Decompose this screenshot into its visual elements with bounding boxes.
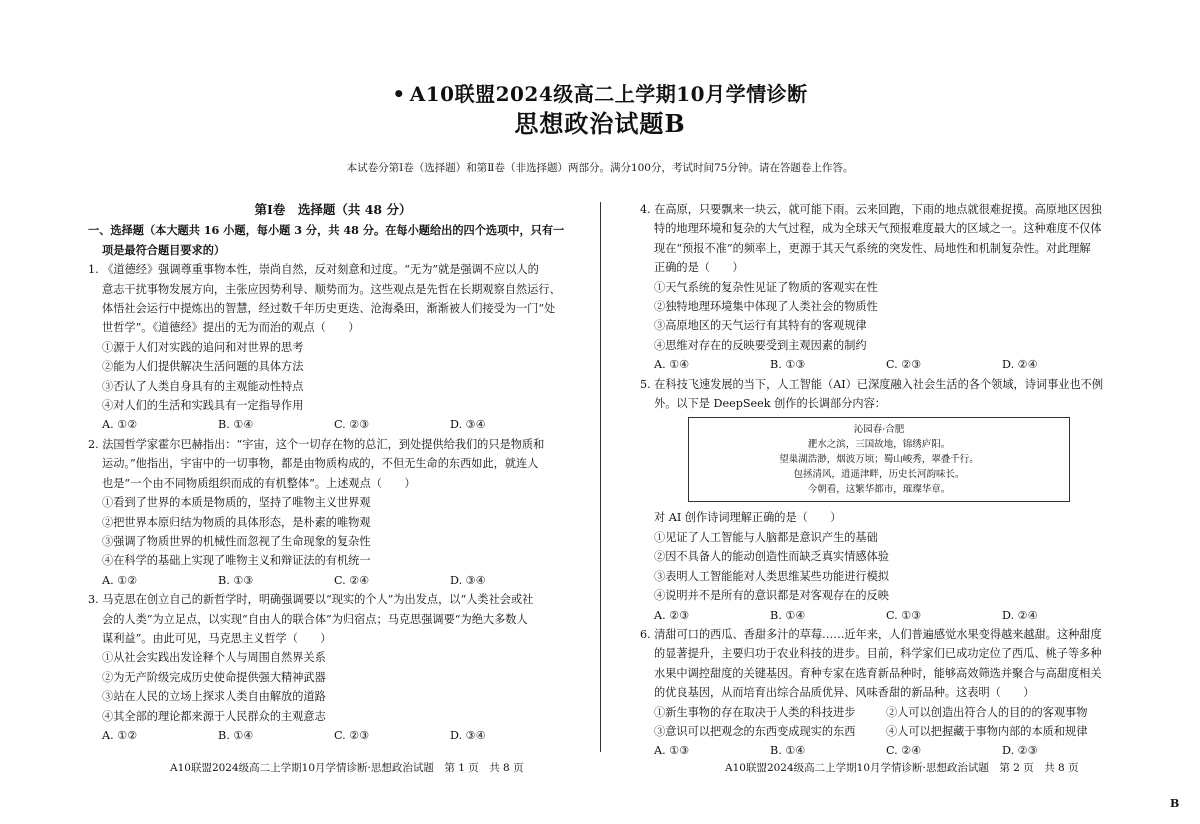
question-stem-line: 6. 清甜可口的西瓜、香甜多汁的草莓……近年来，人们普遍感觉水果变得越来越甜。这种甜度 — [640, 627, 1102, 641]
poem-line: 今朝看，这繁华都市，璀璨华章。 — [807, 484, 951, 496]
question-stem-line: 也是“一个由不同物质组织而成的有机整体”。上述观点（ ） — [102, 476, 416, 490]
page-footer-right: A10联盟2024级高二上学期10月学情诊断·思想政治试题 第 2 页 共 8 页 — [725, 762, 1079, 774]
statement-option: ①新生事物的存在取决于人类的科技进步 — [654, 705, 856, 719]
question-1 — [88, 260, 578, 435]
title-bullet: • — [392, 82, 406, 106]
answer-choices — [88, 415, 578, 434]
question-stem-line: 谋利益”。由此可见，马克思主义哲学（ ） — [102, 631, 332, 645]
statement-option: ③高原地区的天气运行有其特有的客观规律 — [654, 319, 867, 333]
question-5 — [640, 375, 1130, 625]
choice-b: B. ①③ — [218, 573, 254, 587]
choice-b: B. ①④ — [218, 418, 254, 432]
question-2 — [88, 435, 578, 590]
choice-a: A. ①② — [102, 573, 138, 587]
question-stem-line: 水果中调控甜度的关键基因。育种专家在选育新品种时，能够高效筛选并聚合与高甜度相关 — [654, 666, 1102, 680]
statement-option-row — [640, 703, 1130, 722]
statement-option: ④人可以把握藏于事物内部的本质和规律 — [886, 724, 1088, 738]
choice-d: D. ③④ — [450, 418, 486, 432]
answer-choices — [640, 355, 1130, 374]
question-stem-line: 外。以下是 DeepSeek 创作的长调部分内容： — [654, 397, 886, 411]
question-stem-line: 1. 《道德经》强调尊重事物本性，崇尚自然，反对刻意和过度。“无为”就是强调不应以人的 — [88, 263, 539, 277]
left-column — [88, 200, 578, 745]
question-stem-line: 会的人类”为立足点，以实现“自由人的联合体”为归宿点；马克思强调要“为绝大多数人 — [102, 612, 528, 626]
statement-option: ②因不具备人的能动创造性而缺乏真实情感体验 — [654, 550, 889, 564]
choice-d: D. ②④ — [1002, 608, 1038, 622]
choice-c: C. ②③ — [886, 358, 922, 372]
statement-option: ①源于人们对实践的追问和对世界的思考 — [102, 340, 304, 354]
question-stem-line: 的显著提升，主要归功于农业科技的进步。目前，科学家们已成功定位了西瓜、桃子等多种 — [654, 647, 1102, 661]
statement-option-row — [640, 722, 1130, 741]
choice-d: D. ③④ — [450, 573, 486, 587]
statement-option: ②为无产阶级完成历史使命提供强大精神武器 — [102, 670, 326, 684]
statement-option: ④在科学的基础上实现了唯物主义和辩证法的有机统一 — [102, 554, 371, 568]
question-stem-line: 意志干扰事物发展方向，主张应因势利导、顺势而为。这些观点是先哲在长期观察自然运行、 — [102, 282, 561, 296]
statement-option: ②能为人们提供解决生活问题的具体方法 — [102, 360, 304, 374]
statement-option: ②人可以创造出符合人的目的的客观事物 — [886, 705, 1088, 719]
question-stem-line: 世哲学”。《道德经》提出的无为而治的观点（ ） — [102, 321, 360, 335]
question-stem-line: 5. 在科技飞速发展的当下，人工智能（AI）已深度融入社会生活的各个领域，诗词事业也不例 — [640, 377, 1104, 391]
statement-option: ①天气系统的复杂性见证了物质的客观实在性 — [654, 280, 878, 294]
poem-box — [688, 417, 1070, 502]
section-title: 第Ⅰ卷 选择题（共 48 分） — [254, 202, 412, 217]
version-mark: B — [1170, 797, 1180, 810]
choice-c: C. ②③ — [334, 728, 370, 742]
statement-option: ①看到了世界的本质是物质的，坚持了唯物主义世界观 — [102, 496, 371, 510]
question-stem-line: 现在“预报不准”的频率上，更源于其天气系统的突发性、局地性和机制复杂性。对此理解 — [654, 241, 1091, 255]
choice-c: C. ②③ — [334, 418, 370, 432]
choice-b: B. ①④ — [770, 608, 806, 622]
section-heading-line1: 一、选择题（本大题共 16 小题，每小题 3 分，共 48 分。在每小题给出的四个选项中，只有一 — [88, 223, 565, 238]
statement-option: ③强调了物质世界的机械性而忽视了生命现象的复杂性 — [102, 534, 371, 548]
choice-c: C. ①③ — [886, 608, 922, 622]
choice-a: A. ①② — [102, 728, 138, 742]
poem-line: 望巢湖浩渺，烟波万顷；蜀山峻秀，翠叠千行。 — [779, 454, 979, 466]
statement-option: ①从社会实践出发诠释个人与周围自然界关系 — [102, 651, 326, 665]
question-4 — [640, 200, 1130, 375]
question-stem-line: 正确的是（ ） — [654, 261, 744, 275]
statement-option: ④说明并不是所有的意识都是对客观存在的反映 — [654, 589, 889, 603]
choice-a: A. ①② — [102, 418, 138, 432]
statement-option: ③表明人工智能能对人类思维某些功能进行模拟 — [654, 569, 889, 583]
exam-instructions: 本试卷分第Ⅰ卷（选择题）和第Ⅱ卷（非选择题）两部分。满分100分，考试时间75分钟。请在答题卷上作答。 — [346, 162, 854, 174]
choice-a: A. ①③ — [654, 744, 690, 758]
answer-choices — [640, 741, 1130, 760]
statement-option: ④其全部的理论都来源于人民群众的主观意志 — [102, 709, 326, 723]
question-stem-line: 4. 在高原，只要飘来一块云，就可能下雨。云来回跑，下雨的地点就很难捉摸。高原地区因独 — [640, 203, 1102, 216]
question-stem-line: 运动。”他指出，宇宙中的一切事物，都是由物质构成的，不但无生命的东西如此，就连人 — [102, 457, 539, 471]
choice-a: A. ①④ — [654, 358, 690, 372]
question-stem-line: 特的地理环境和复杂的大气过程，成为全球天气预报难度最大的区域之一。这种难度不仅体 — [654, 222, 1102, 236]
choice-b: B. ①④ — [218, 728, 254, 742]
statement-option: ①见证了人工智能与人脑都是意识产生的基础 — [654, 530, 878, 544]
statement-option: ③站在人民的立场上探求人类自由解放的道路 — [102, 690, 326, 704]
statement-option: ②独特地理环境集中体现了人类社会的物质性 — [654, 300, 878, 314]
statement-option: ④思维对存在的反映要受到主观因素的制约 — [654, 338, 867, 352]
question-stem-line: 3. 马克思在创立自己的新哲学时，明确强调要以“现实的个人”为出发点，以“人类社会或社 — [88, 593, 534, 607]
choice-a: A. ②③ — [654, 608, 690, 622]
statement-option: ③否认了人类自身具有的主观能动性特点 — [102, 379, 304, 393]
exam-title-text: A10联盟2024级高二上学期10月学情诊断 — [409, 82, 808, 106]
choice-c: C. ②④ — [886, 744, 922, 758]
exam-title — [0, 78, 1200, 107]
choice-d: D. ②④ — [1002, 358, 1038, 372]
choice-b: B. ①③ — [770, 358, 806, 372]
question-prompt: 对 AI 创作诗词理解正确的是（ ） — [654, 511, 842, 525]
choice-d: D. ③④ — [450, 728, 486, 742]
statement-option: ②把世界本原归结为物质的具体形态，是朴素的唯物观 — [102, 515, 371, 529]
poem-title: 沁园春·合肥 — [853, 424, 905, 436]
answer-choices — [640, 606, 1130, 625]
choice-b: B. ①④ — [770, 744, 806, 758]
section-heading-line2: 项是最符合题目要求的） — [102, 242, 226, 257]
statement-option: ④对人们的生活和实践具有一定指导作用 — [102, 399, 304, 413]
question-stem-line: 的优良基因，从而培育出综合品质优异、风味香甜的新品种。这表明（ ） — [654, 686, 1035, 700]
statement-option: ③意识可以把观念的东西变成现实的东西 — [654, 724, 856, 738]
answer-choices — [88, 571, 578, 590]
page-footer-left: A10联盟2024级高二上学期10月学情诊断·思想政治试题 第 1 页 共 8 页 — [170, 762, 524, 774]
answer-choices — [88, 726, 578, 745]
column-divider — [600, 202, 601, 752]
question-stem-line: 体悟社会运行中提炼出的智慧，经过数千年历史更迭、沧海桑田，渐渐被人们接受为一门“处 — [102, 302, 556, 316]
right-column — [640, 200, 1130, 761]
question-6 — [640, 625, 1130, 761]
poem-line: 包拯清风，逍遥津畔，历史长河韵味长。 — [793, 469, 965, 481]
choice-d: D. ②③ — [1002, 744, 1038, 758]
exam-subtitle: 思想政治试题B — [514, 109, 686, 138]
poem-line: 淝水之滨，三国故地，锦绣庐阳。 — [807, 439, 951, 451]
question-3 — [88, 590, 578, 745]
choice-c: C. ②④ — [334, 573, 370, 587]
question-stem-line: 2. 法国哲学家霍尔巴赫指出：“宇宙，这个一切存在物的总汇，到处提供给我们的只是物质和 — [88, 437, 545, 451]
